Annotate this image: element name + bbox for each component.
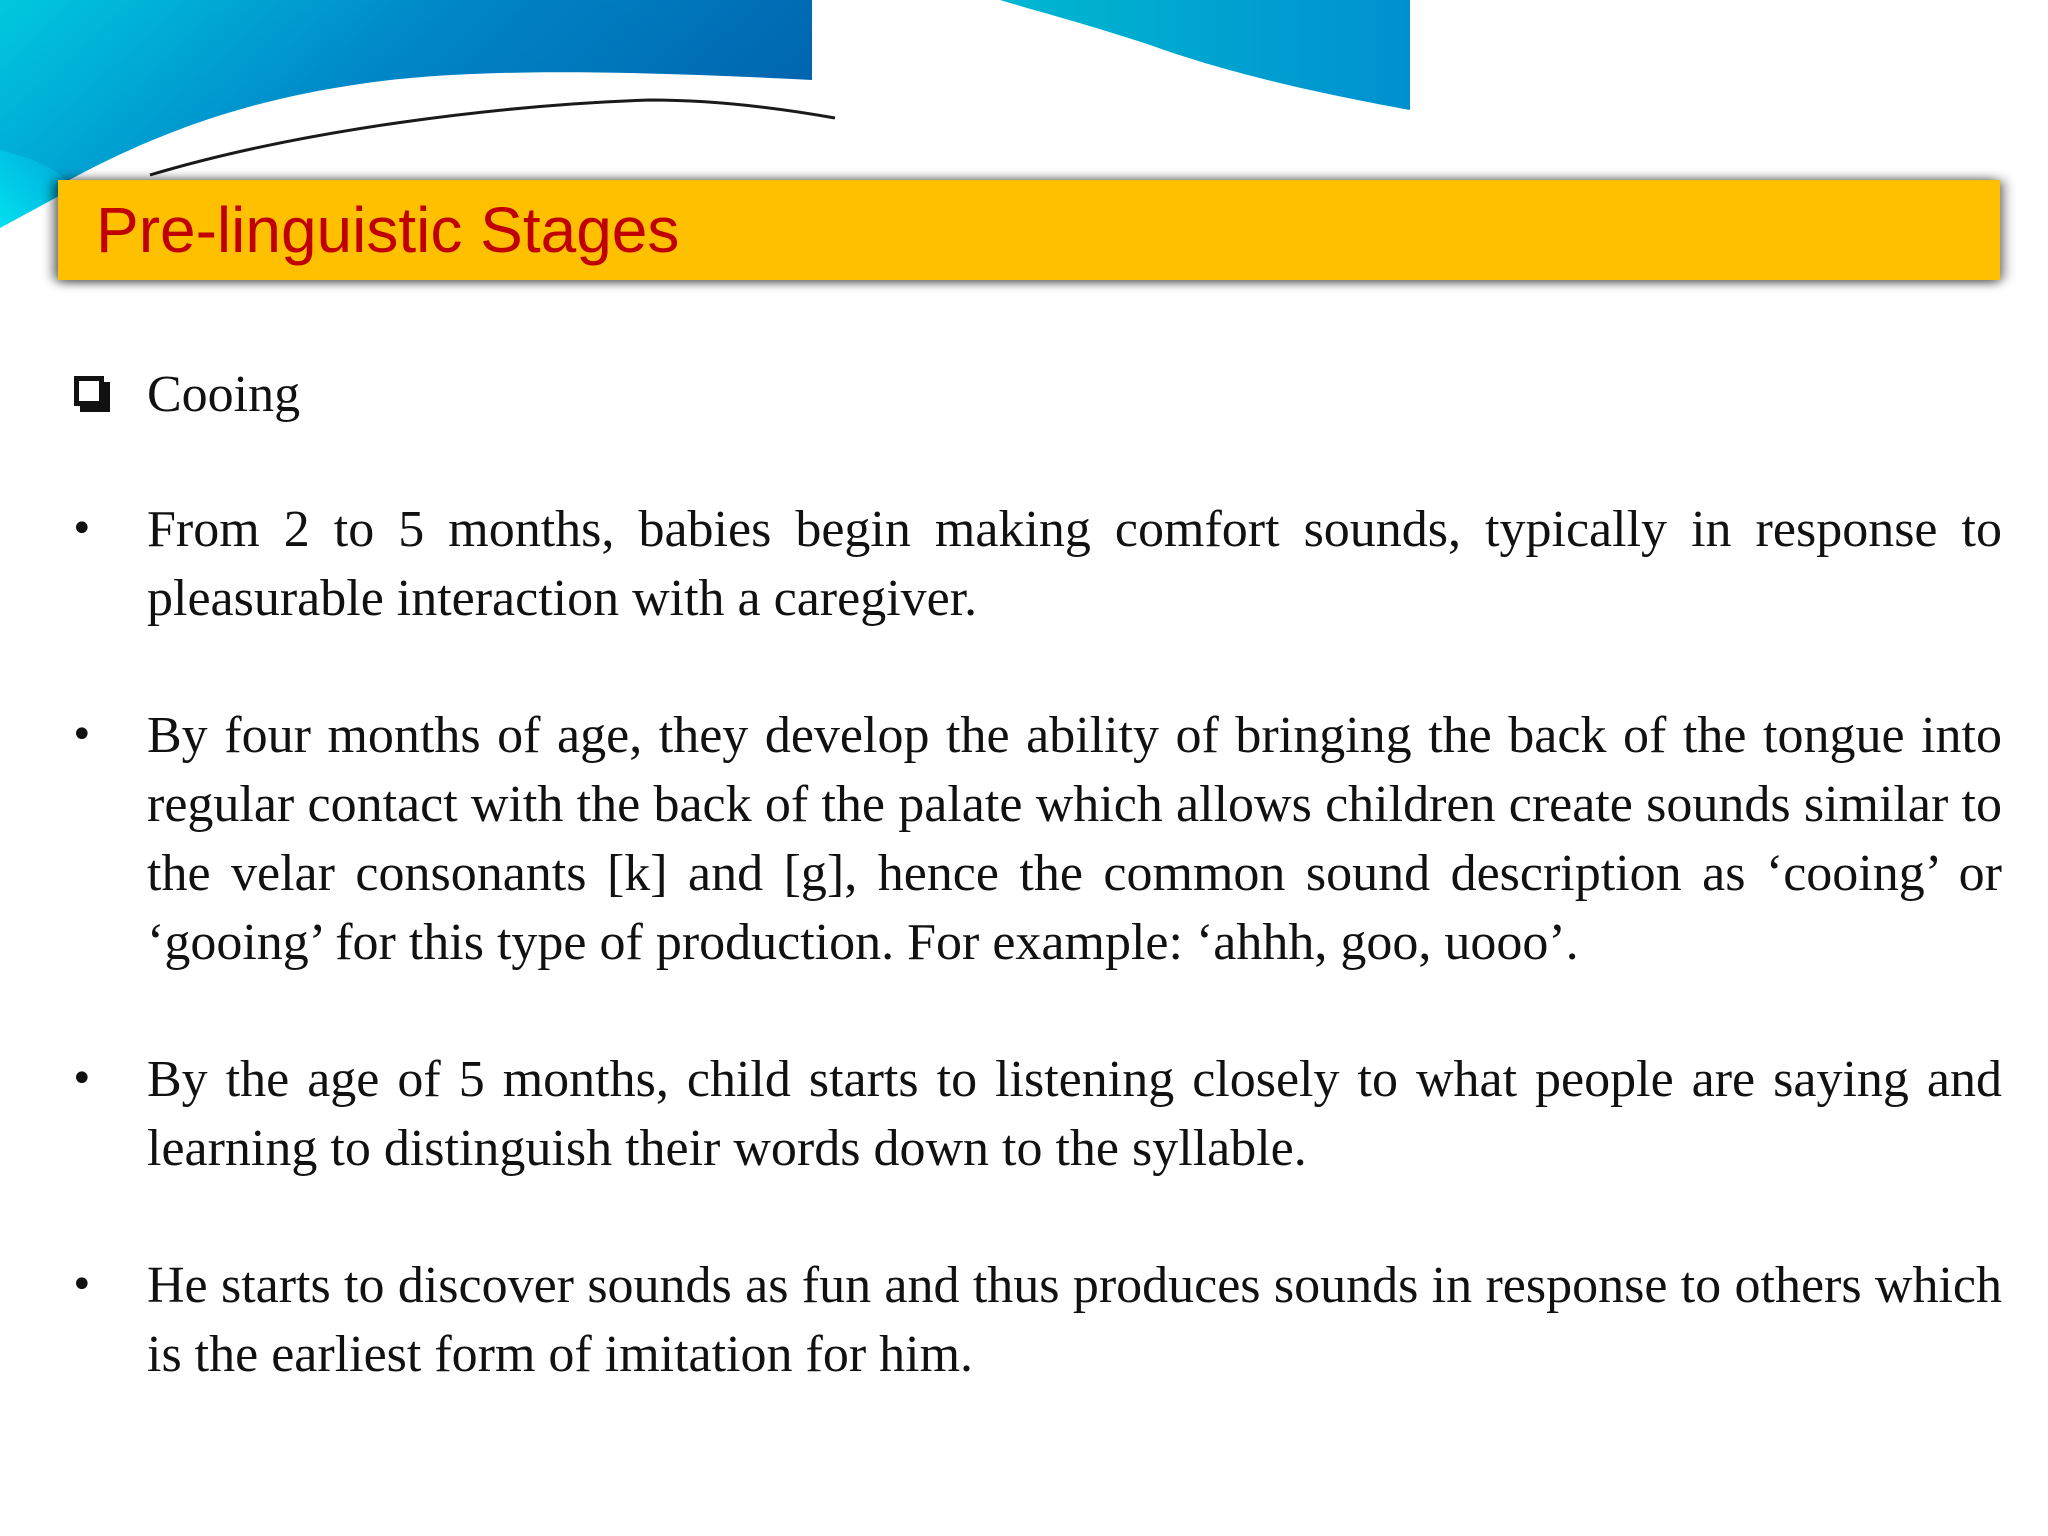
bullet-list — [70, 495, 2002, 1389]
wave-right-shape — [1000, 0, 1410, 110]
bullet-text: He starts to discover sounds as fun and thus produces sounds in response to others which is the earliest form of imitation for him. — [147, 1257, 2002, 1383]
bullet-item — [70, 1251, 2002, 1389]
bullet-text: By four months of age, they develop the ability of bringing the back of the tongue into regular contact with the back of the palate which allows children create sounds similar to the velar consonants [k] and [g], hence the common sound description as ‘cooing’ or ‘gooing’ for this type of production. For example: ‘ahhh, goo, uooo’. — [147, 707, 2002, 971]
checkbox-bullet-icon — [74, 376, 104, 406]
bullet-dot-icon: • — [70, 1262, 94, 1308]
slide-content — [70, 360, 2002, 1389]
slide-title: Pre-linguistic Stages — [96, 194, 680, 266]
bullet-item — [70, 495, 2002, 633]
bullet-item — [70, 1045, 2002, 1183]
wave-swoosh-line — [150, 100, 835, 175]
bullet-dot-icon: • — [70, 506, 94, 552]
bullet-text: From 2 to 5 months, babies begin making comfort sounds, typically in response to pleasurable interaction with a caregiver. — [147, 501, 2002, 627]
bullet-text: By the age of 5 months, child starts to listening closely to what people are saying and learning to distinguish their words down to the syllable. — [147, 1051, 2002, 1177]
bullet-item — [70, 701, 2002, 977]
section-heading-text: Cooing — [147, 366, 301, 423]
bullet-dot-icon: • — [70, 712, 94, 758]
section-heading — [70, 360, 2002, 440]
title-bar — [58, 180, 2000, 280]
bullet-dot-icon: • — [70, 1056, 94, 1102]
